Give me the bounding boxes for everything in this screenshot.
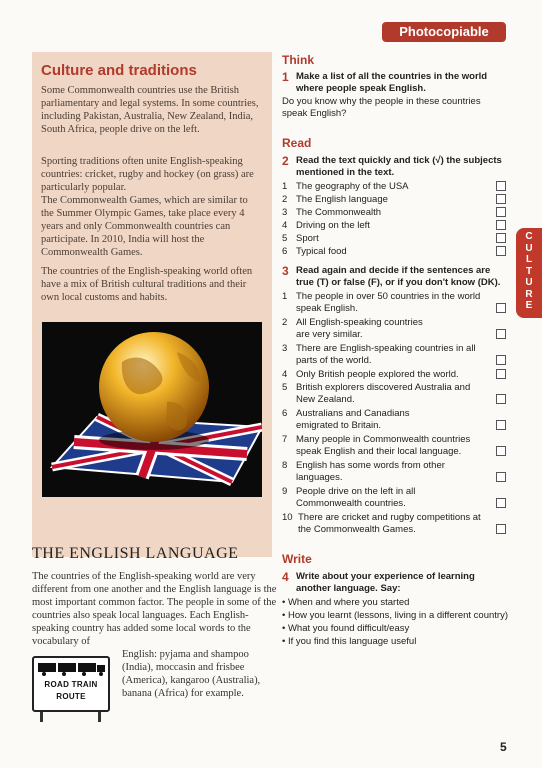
write-bullet: • If you find this language useful: [282, 636, 417, 647]
q2-checkbox-4[interactable]: [496, 220, 506, 230]
english-paragraph-2: English: pyjama and shampoo (India), moccasin and frisbee (America), kangaroo (Australia), banana (Africa) for example.: [122, 649, 261, 699]
question-4-text: Write about your experience of learning another language. Say:: [296, 571, 475, 594]
question-1-text: Make a list of all the countries in the world where people speak English.: [296, 71, 488, 94]
culture-title: Culture and traditions: [41, 62, 197, 79]
q3-answer-box-1[interactable]: [496, 303, 506, 313]
q3-item: 7 Many people in Commonwealth countries speak English and their local language.: [282, 434, 471, 457]
q2-item: 2 The English language: [282, 194, 388, 205]
question-1-follow-up: Do you know why the people in these countries speak English?: [282, 96, 481, 119]
question-3-number: 3: [282, 264, 289, 278]
think-heading: Think: [282, 53, 314, 67]
q3-item: 9 People drive on the left in all Commonwealth countries.: [282, 486, 416, 509]
write-bullet: • What you found difficult/easy: [282, 623, 410, 634]
culture-paragraph-4: The countries of the English-speaking world often have a mix of British cultural traditions and their own local customs and habits.: [41, 266, 253, 303]
question-1-number: 1: [282, 70, 289, 84]
question-2-text: Read the text quickly and tick (√) the subjects mentioned in the text.: [296, 155, 502, 178]
q2-checkbox-6[interactable]: [496, 246, 506, 256]
truck-icon: [34, 660, 108, 678]
culture-side-tab: C U L T U R E: [516, 228, 542, 318]
q2-checkbox-3[interactable]: [496, 207, 506, 217]
q3-item: 5 British explorers discovered Australia and New Zealand.: [282, 382, 471, 405]
question-4-number: 4: [282, 570, 289, 584]
globe-on-flag-image: [42, 322, 262, 497]
culture-paragraph-1: Some Commonwealth countries use the British parliamentary and legal systems. In some countries, including Pakistan, Australia, New Zealand, India, South Africa, people drive on the left.: [41, 85, 259, 135]
q3-answer-box-7[interactable]: [496, 446, 506, 456]
culture-paragraph-2: Sporting traditions often unite English-speaking countries: cricket, rugby and hockey (on grass) are particularly popular.: [41, 156, 254, 193]
q3-item: 6 Australians and Canadians emigrated to Britain.: [282, 408, 410, 431]
q3-answer-box-9[interactable]: [496, 498, 506, 508]
q3-item: 2 All English-speaking countries are very similar.: [282, 317, 423, 340]
photocopiable-badge: Photocopiable: [382, 22, 506, 42]
q3-answer-box-4[interactable]: [496, 369, 506, 379]
q3-item: 10 There are cricket and rugby competitions at the Commonwealth Games.: [282, 512, 481, 535]
q3-answer-box-6[interactable]: [496, 420, 506, 430]
read-heading: Read: [282, 136, 312, 150]
sign-post-left: [40, 712, 43, 722]
q3-answer-box-8[interactable]: [496, 472, 506, 482]
q2-checkbox-2[interactable]: [496, 194, 506, 204]
q3-answer-box-10[interactable]: [496, 524, 506, 534]
sign-line-2: ROUTE: [56, 692, 86, 701]
question-2-number: 2: [282, 154, 289, 168]
q3-answer-box-5[interactable]: [496, 394, 506, 404]
q2-checkbox-5[interactable]: [496, 233, 506, 243]
q2-item: 3 The Commonwealth: [282, 207, 382, 218]
q3-item: 3 There are English-speaking countries in all parts of the world.: [282, 343, 476, 366]
q2-item: 5 Sport: [282, 233, 319, 244]
write-heading: Write: [282, 552, 312, 566]
q3-answer-box-2[interactable]: [496, 329, 506, 339]
q2-checkbox-1[interactable]: [496, 181, 506, 191]
sign-line-1: ROAD TRAIN: [44, 680, 98, 689]
road-train-sign: [32, 656, 112, 722]
english-language-title: THE ENGLISH LANGUAGE: [32, 545, 239, 562]
road-sign-board: [32, 656, 110, 712]
q3-item: 4 Only British people explored the world.: [282, 369, 459, 380]
page-number: 5: [500, 740, 507, 754]
write-bullet: • When and where you started: [282, 597, 410, 608]
q2-item: 4 Driving on the left: [282, 220, 370, 231]
q2-item: 6 Typical food: [282, 246, 347, 257]
sign-post-right: [98, 712, 101, 722]
q3-item: 1 The people in over 50 countries in the world speak English.: [282, 291, 481, 314]
english-paragraph-1: The countries of the English-speaking world are very different from one another and the English language is the most important common factor. The people in some of the countries also speak local languages. Each English-speaking country has added some local words to the vocabulary of: [32, 571, 277, 647]
write-bullet: • How you learnt (lessons, living in a different country): [282, 610, 508, 621]
q3-answer-box-3[interactable]: [496, 355, 506, 365]
q3-item: 8 English has some words from other languages.: [282, 460, 445, 483]
globe-flag-photo: [42, 322, 262, 497]
question-3-text: Read again and decide if the sentences are true (T) or false (F), or if you don't know (DK).: [296, 265, 501, 288]
culture-paragraph-3: The Commonwealth Games, which are similar to the Summer Olympic Games, take place every 4 years and only Commonwealth countries can participate. In 2010, India will host the Commonwealth Games.: [41, 195, 248, 258]
q2-item: 1 The geography of the USA: [282, 181, 409, 192]
